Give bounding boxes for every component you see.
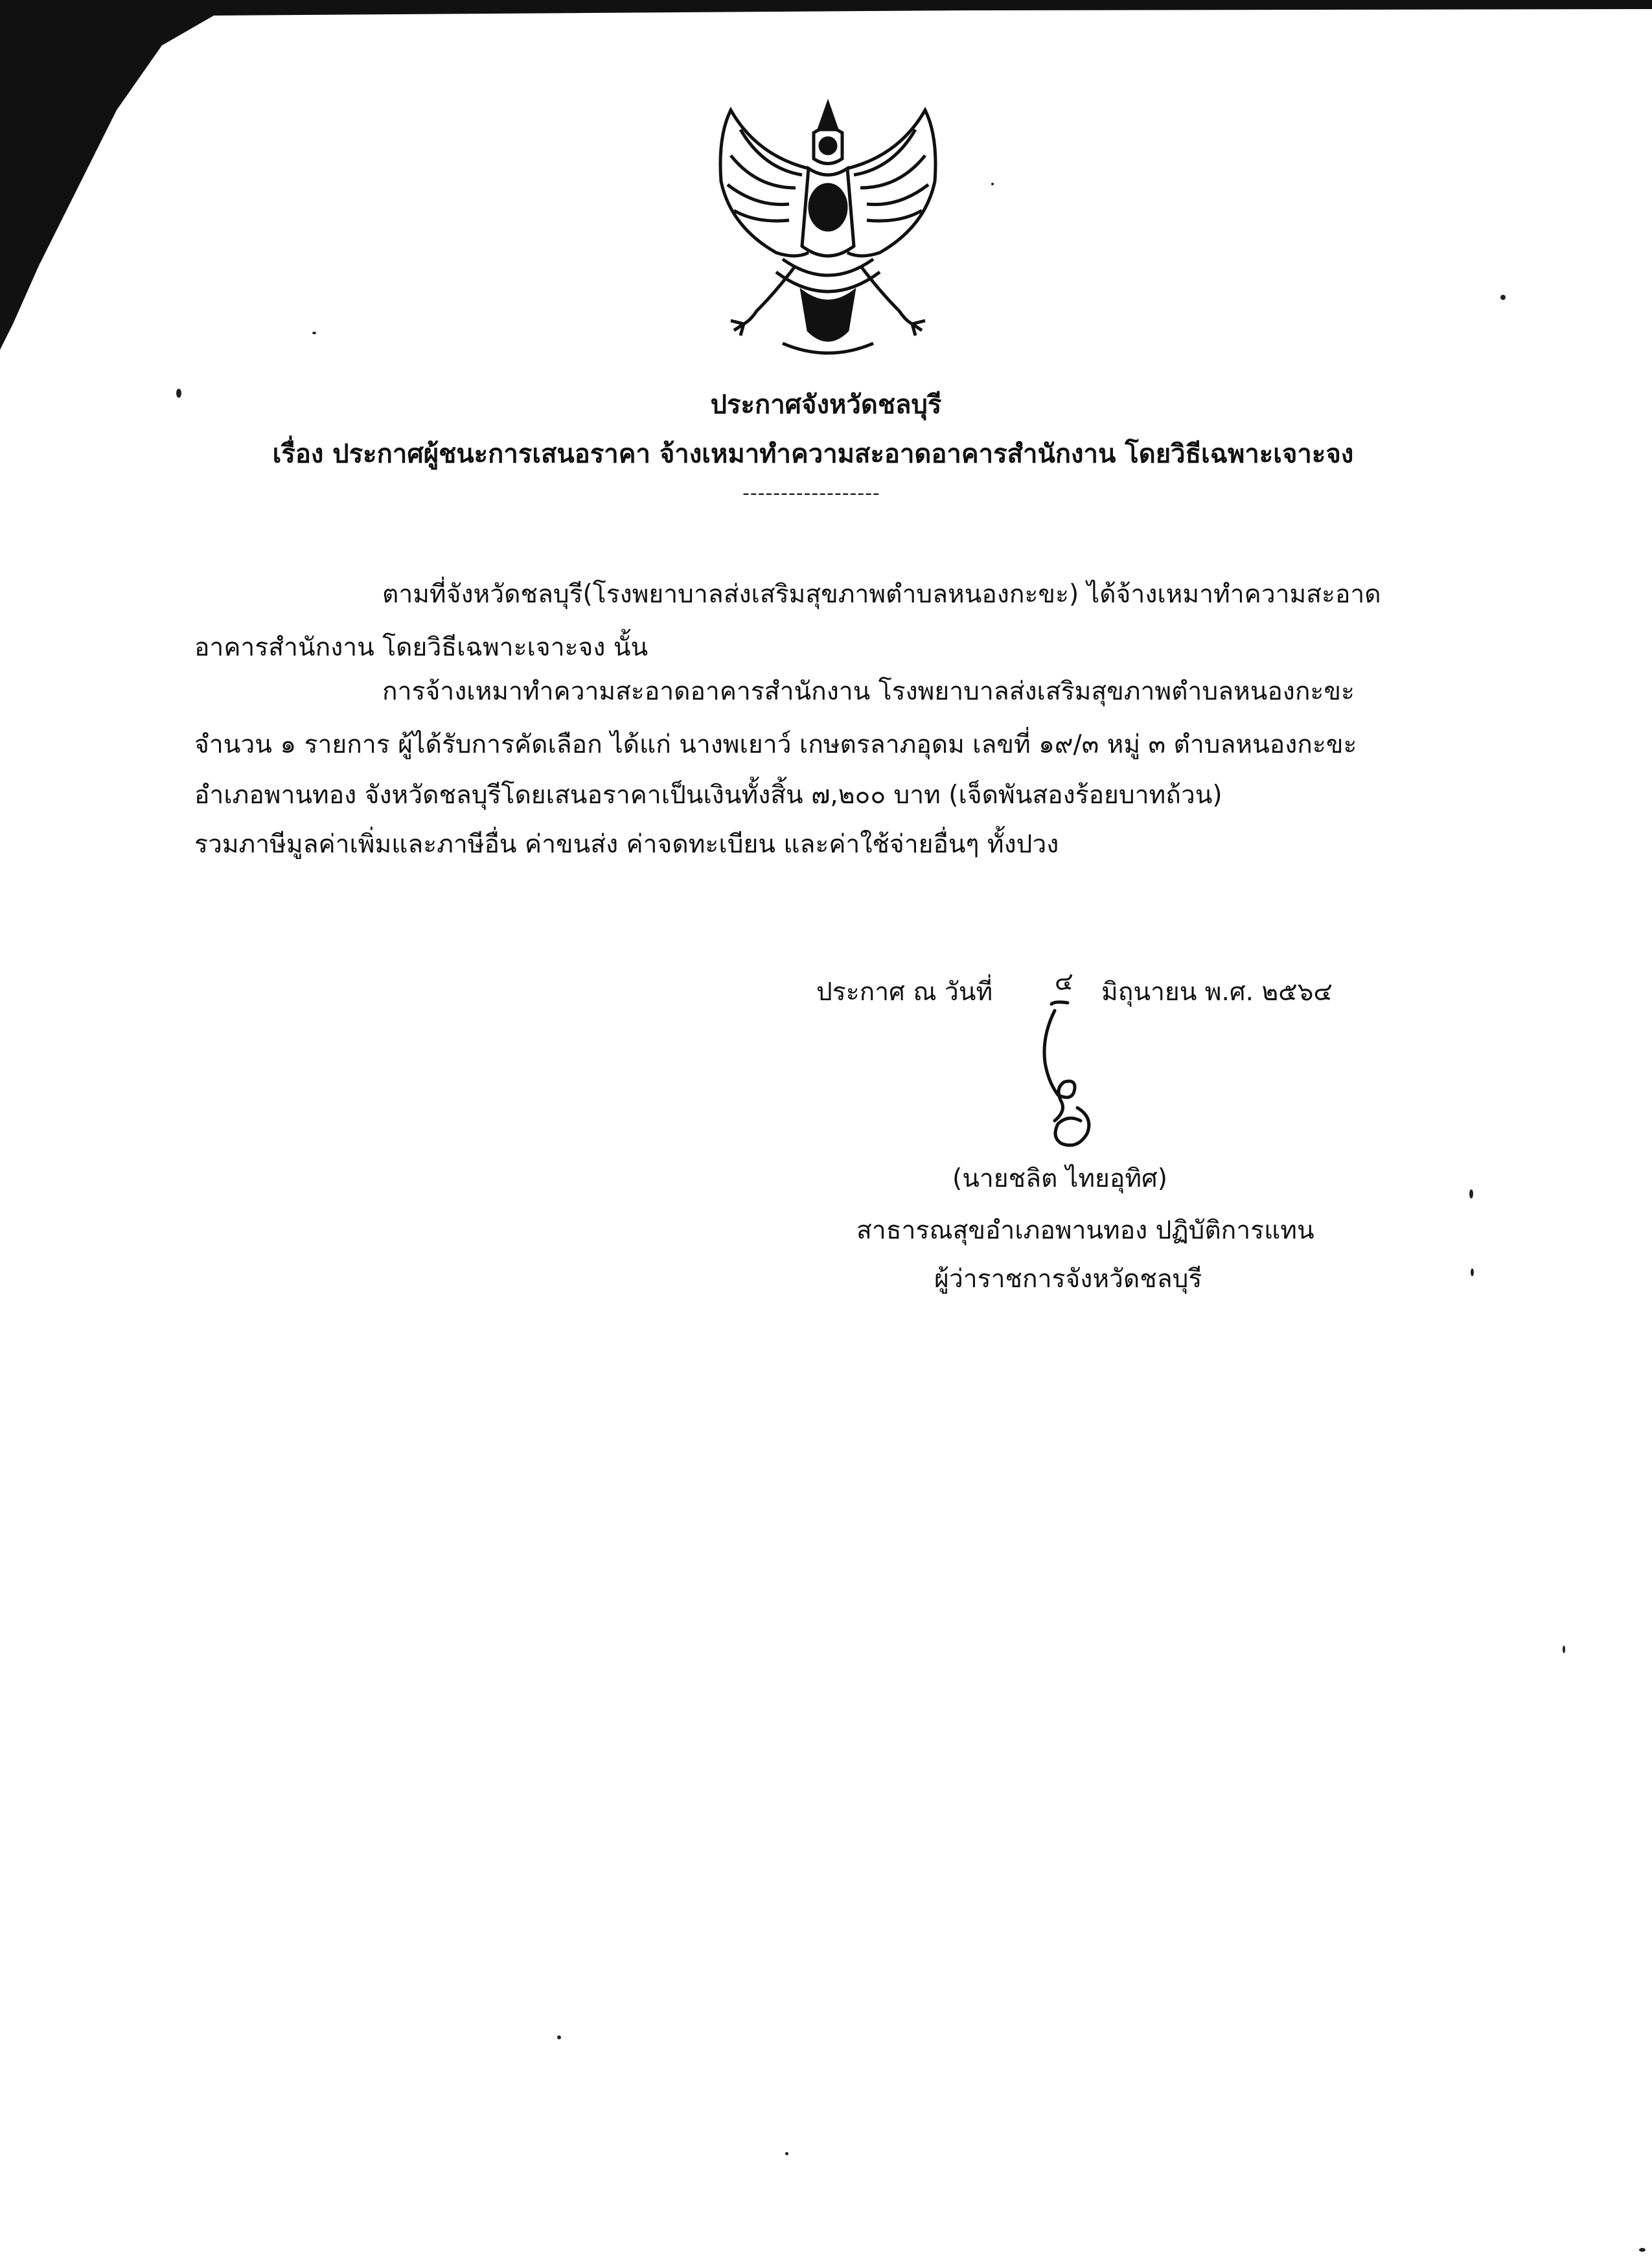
scan-speck [1500, 295, 1506, 300]
signer-name: (นายชลิต ไทยอุทิศ) [952, 1164, 1167, 1193]
scan-speck [1471, 1268, 1474, 1276]
body-line-4: จำนวน ๑ รายการ ผู้ได้รับการคัดเลือก ได้แก่ นางพเยาว์ เกษตรลาภอุดม เลขที่ ๑๙/๓ หมู่ ๓ ตำบลหนองกะขะ [194, 730, 1357, 759]
body-line-1: ตามที่จังหวัดชลบุรี(โรงพยาบาลส่งเสริมสุขภาพตำบลหนองกะขะ) ได้จ้างเหมาทำความสะอาด [382, 580, 1381, 609]
announce-date-month-year: มิถุนายน พ.ศ. ๒๕๖๔ [1101, 978, 1333, 1007]
title-divider: ------------------ [742, 482, 880, 505]
signer-position: สาธารณสุขอำเภอพานทอง ปฏิบัติการแทน [856, 1216, 1314, 1245]
scan-speck [1639, 2248, 1646, 2252]
body-line-6: รวมภาษีมูลค่าเพิ่มและภาษีอื่น ค่าขนส่ง ค่าจดทะเบียน และค่าใช้จ่ายอื่นๆ ทั้งปวง [194, 830, 1059, 859]
scan-speck [312, 332, 316, 334]
garuda-emblem-icon [705, 97, 951, 363]
scan-speck [991, 183, 994, 185]
body-line-2: อาคารสำนักงาน โดยวิธีเฉพาะเจาะจง นั้น [194, 633, 648, 662]
handwritten-signature [1016, 998, 1100, 1156]
scan-speck [1563, 1645, 1565, 1653]
announce-date-day: ๔ [1055, 967, 1073, 996]
body-line-3: การจ้างเหมาทำความสะอาดอาคารสำนักงาน โรงพยาบาลส่งเสริมสุขภาพตำบลหนองกะขะ [382, 677, 1355, 706]
scan-speck [1469, 1189, 1473, 1198]
scan-speck [785, 2152, 788, 2155]
announce-date-prefix: ประกาศ ณ วันที่ [816, 978, 993, 1007]
scan-speck [557, 2035, 561, 2039]
document-subject: เรื่อง ประกาศผู้ชนะการเสนอราคา จ้างเหมาทำความสะอาดอาคารสำนักงาน โดยวิธีเฉพาะเจาะจง [272, 439, 1354, 469]
document-title: ประกาศจังหวัดชลบุรี [710, 390, 942, 420]
body-line-5: อำเภอพานทอง จังหวัดชลบุรีโดยเสนอราคาเป็นเงินทั้งสิ้น ๗,๒๐๐ บาท (เจ็ดพันสองร้อยบาทถ้วน) [194, 781, 1222, 810]
signer-for: ผู้ว่าราชการจังหวัดชลบุรี [934, 1265, 1202, 1294]
scan-speck [176, 389, 181, 398]
